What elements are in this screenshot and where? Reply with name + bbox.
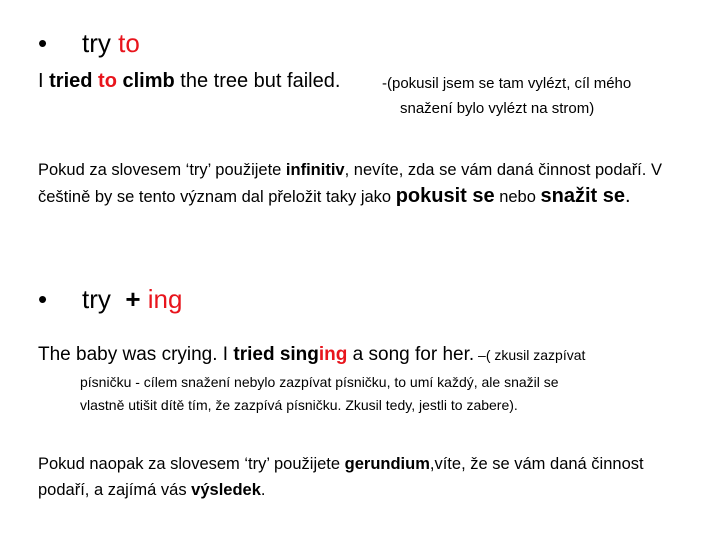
bullet-icon: • — [38, 284, 48, 314]
explanation-gerund: Pokud naopak za slovesem ‘try’ použijete gerundium,víte, že se vám daná činnost podaří, a zajímá vás výsledek. — [38, 455, 644, 499]
heading-to: to — [118, 28, 140, 58]
heading-try: try — [82, 28, 111, 58]
heading-try-to — [38, 28, 140, 59]
example-sentence-2: The baby was crying. I tried singing a song for her. –( zkusil zazpívat — [38, 344, 586, 365]
heading-try: try — [82, 284, 111, 314]
heading-try-ing — [38, 284, 182, 315]
explanation-infinitive: Pokud za slovesem ‘try’ použijete infinitiv, nevíte, zda se vám daná činnost podaří. V češtině by se tento význam dal přeložit taky jako pokusit se nebo snažit se. — [38, 161, 662, 207]
translation-note-2-line3: vlastně utišit dítě tím, že zazpívá písničku. Zkusil tedy, jestli to zabere). — [80, 397, 518, 413]
example-sentence-1: I tried to climb the tree but failed. — [38, 70, 341, 92]
translation-note-1: -(pokusil jsem se tam vylézt, cíl mého — [382, 75, 632, 92]
heading-plus: + — [125, 284, 141, 314]
heading-ing: ing — [147, 284, 183, 314]
bullet-icon: • — [38, 28, 48, 58]
translation-note-2-line2: písničku - cílem snažení nebylo zazpívat písničku, to umí každý, ale snažil se — [80, 374, 559, 390]
translation-note-2: snažení bylo vylézt na strom) — [400, 100, 595, 117]
